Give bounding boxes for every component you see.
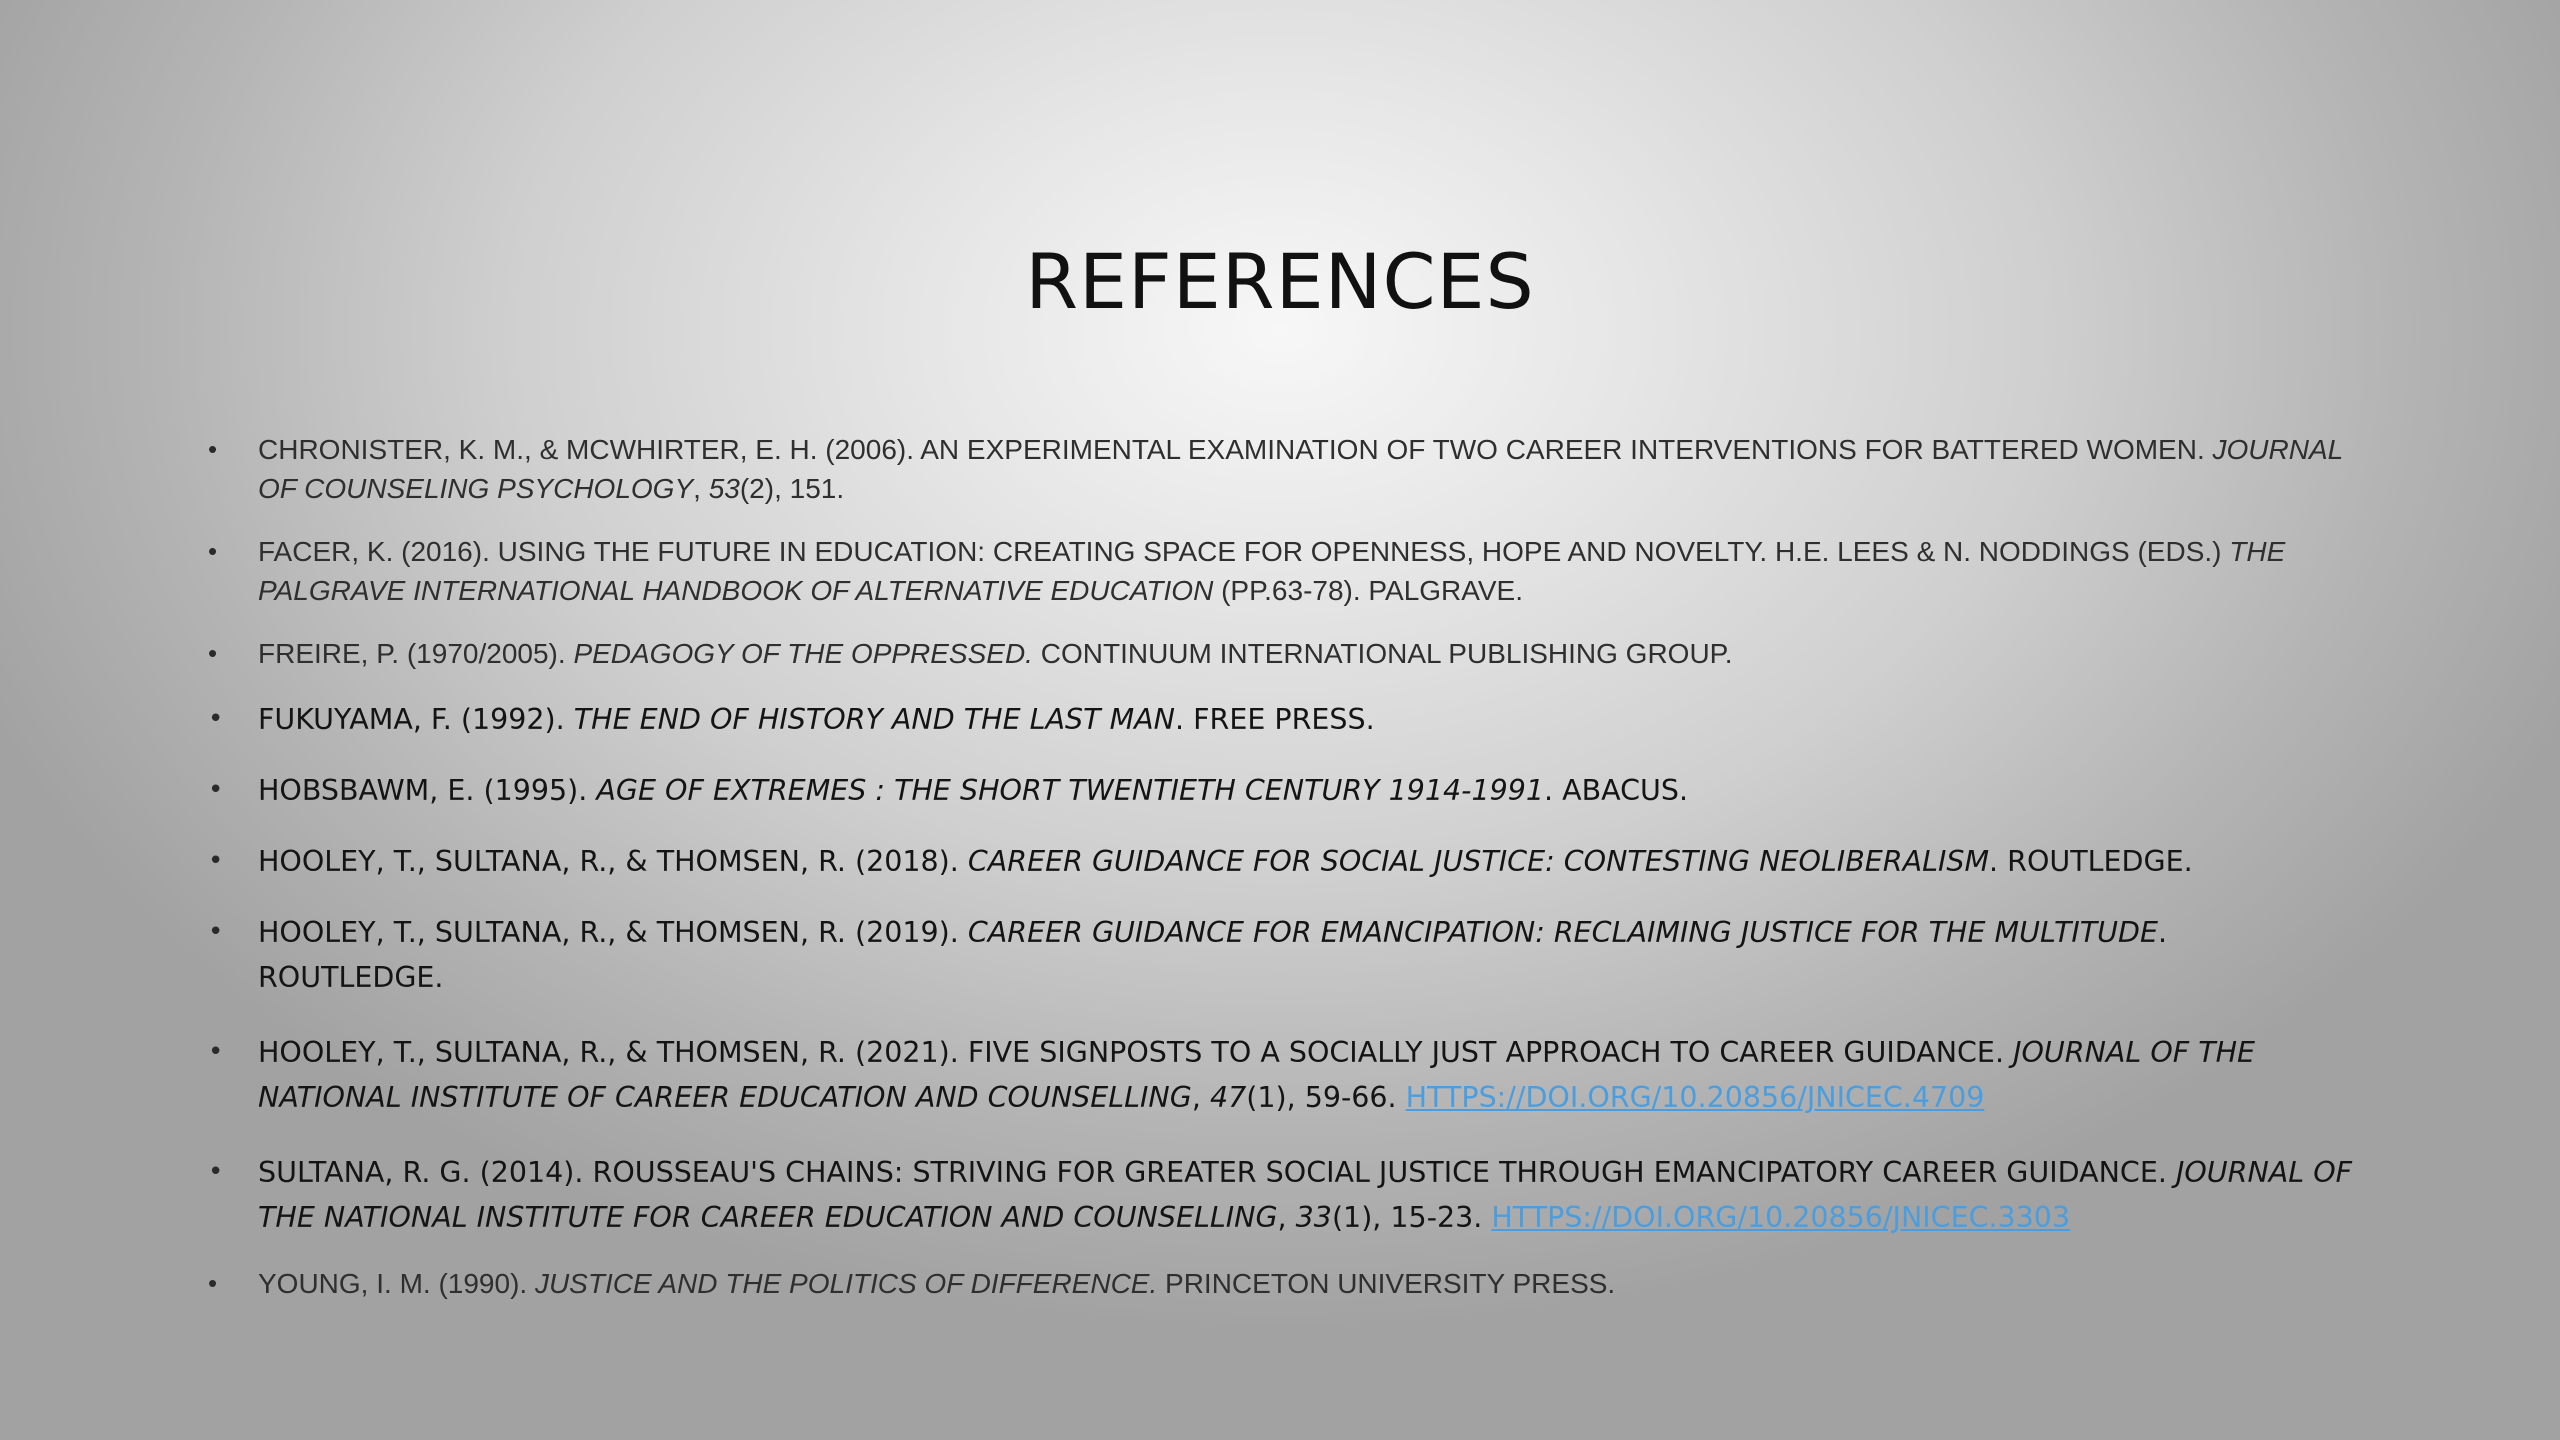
- reference-text: (PP.63-78). PALGRAVE.: [1213, 575, 1523, 606]
- reference-volume: 47: [1209, 1081, 1247, 1114]
- reference-book-title: THE PALGRAVE INTERNATIONAL HANDBOOK OF ALTERNATIVE EDUCATION: [258, 536, 2286, 606]
- reference-item: [200, 697, 2360, 742]
- doi-link[interactable]: HTTPS://DOI.ORG/10.20856/JNICEC.3303: [1491, 1201, 2071, 1234]
- reference-text: PRINCETON UNIVERSITY PRESS.: [1157, 1268, 1616, 1299]
- reference-text: YOUNG, I. M. (1990).: [258, 1268, 535, 1299]
- reference-text: . ABACUS.: [1543, 774, 1689, 807]
- reference-text: (1), 15-23.: [1331, 1201, 1492, 1234]
- reference-text: FACER, K. (2016). USING THE FUTURE IN EDUCATION: CREATING SPACE FOR OPENNESS, HOPE AND NOVELTY. H.E. LEES & N. NODDINGS (EDS.): [258, 536, 2230, 567]
- reference-volume: 53: [708, 473, 740, 504]
- reference-text: HOOLEY, T., SULTANA, R., & THOMSEN, R. (2021). FIVE SIGNPOSTS TO A SOCIALLY JUST APPROACH TO CAREER GUIDANCE.: [258, 1036, 2014, 1069]
- reference-volume: 33: [1295, 1201, 1332, 1234]
- reference-item: [200, 532, 2360, 610]
- reference-text: . ROUTLEDGE.: [258, 916, 2168, 994]
- reference-list: [200, 430, 2360, 1303]
- reference-text: . FREE PRESS.: [1175, 703, 1375, 736]
- doi-link[interactable]: HTTPS://DOI.ORG/10.20856/JNICEC.4709: [1405, 1081, 1985, 1114]
- reference-book-title: JUSTICE AND THE POLITICS OF DIFFERENCE.: [534, 1268, 1158, 1299]
- reference-item: [200, 430, 2360, 508]
- reference-text: HOBSBAWM, E. (1995).: [258, 774, 597, 807]
- reference-journal: JOURNAL OF THE NATIONAL INSTITUTE OF CAREER EDUCATION AND COUNSELLING: [258, 1036, 2256, 1114]
- reference-text: CONTINUUM INTERNATIONAL PUBLISHING GROUP.: [1032, 638, 1733, 669]
- reference-journal: JOURNAL OF THE NATIONAL INSTITUTE FOR CAREER EDUCATION AND COUNSELLING: [258, 1156, 2353, 1234]
- reference-item: [200, 768, 2360, 813]
- slide-title: REFERENCES: [1025, 237, 1535, 326]
- reference-item: [200, 634, 2360, 673]
- reference-text: . ROUTLEDGE.: [1989, 845, 2193, 878]
- reference-book-title: THE END OF HISTORY AND THE LAST MAN: [573, 703, 1175, 736]
- reference-text: ,: [1277, 1201, 1296, 1234]
- reference-item: [200, 1264, 2360, 1303]
- reference-item: [200, 839, 2360, 884]
- reference-text: (2), 151.: [739, 473, 845, 504]
- reference-journal: JOURNAL OF COUNSELING PSYCHOLOGY: [258, 434, 2343, 504]
- reference-book-title: CAREER GUIDANCE FOR EMANCIPATION: RECLAIMING JUSTICE FOR THE MULTITUDE: [967, 916, 2158, 949]
- reference-text: CHRONISTER, K. M., & MCWHIRTER, E. H. (2006). AN EXPERIMENTAL EXAMINATION OF TWO CAREER INTERVENTIONS FOR BATTERED WOMEN.: [258, 434, 2213, 465]
- reference-text: ,: [693, 473, 709, 504]
- reference-item: [200, 1030, 2360, 1120]
- reference-text: FUKUYAMA, F. (1992).: [258, 703, 574, 736]
- reference-text: (1), 59-66.: [1246, 1081, 1406, 1114]
- reference-book-title: CAREER GUIDANCE FOR SOCIAL JUSTICE: CONTESTING NEOLIBERALISM: [967, 845, 1990, 878]
- reference-text: SULTANA, R. G. (2014). ROUSSEAU'S CHAINS: STRIVING FOR GREATER SOCIAL JUSTICE THROUGH EMANCIPATORY CAREER GUIDANCE.: [258, 1156, 2176, 1189]
- reference-text: ,: [1191, 1081, 1210, 1114]
- reference-item: [200, 1150, 2360, 1240]
- reference-book-title: PEDAGOGY OF THE OPPRESSED.: [573, 638, 1033, 669]
- reference-book-title: AGE OF EXTREMES : THE SHORT TWENTIETH CENTURY 1914-1991: [596, 774, 1544, 807]
- reference-item: [200, 910, 2360, 1000]
- reference-text: HOOLEY, T., SULTANA, R., & THOMSEN, R. (2019).: [258, 916, 968, 949]
- reference-text: FREIRE, P. (1970/2005).: [258, 638, 574, 669]
- reference-text: HOOLEY, T., SULTANA, R., & THOMSEN, R. (2018).: [258, 845, 968, 878]
